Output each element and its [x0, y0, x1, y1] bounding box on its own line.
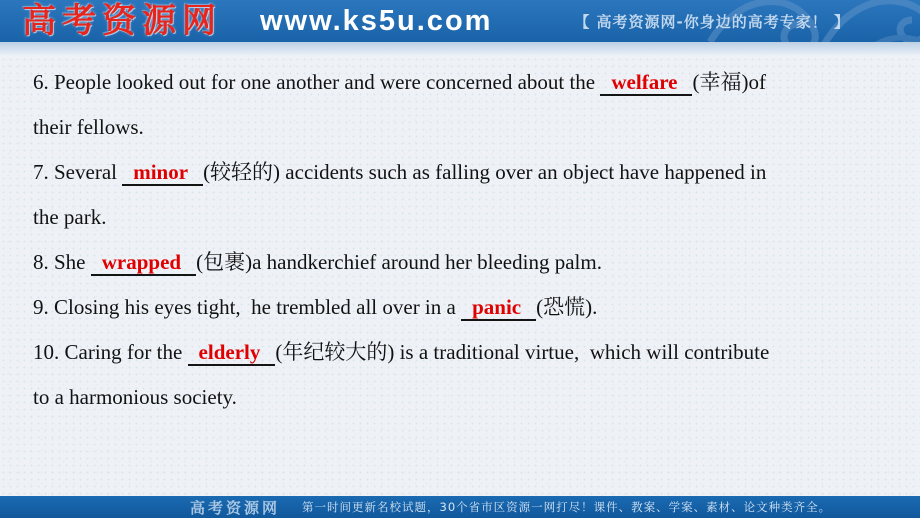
- sentence-text: (较轻的) accidents such as falling over an object have happened in: [203, 160, 767, 184]
- sentence-text: their fellows.: [33, 115, 144, 139]
- answer-blank: wrapped: [91, 250, 196, 276]
- sentence-text: to a harmonious society.: [33, 385, 237, 409]
- site-logo: 高考资源网: [22, 1, 222, 41]
- site-url: www.ks5u.com: [260, 4, 493, 37]
- sentence-text: 7. Several: [33, 160, 123, 184]
- sentence-text: (幸福)of: [692, 70, 766, 94]
- sentence-text: (包裹)a handkerchief around her bleeding palm.: [196, 250, 602, 274]
- sentence-line: [33, 330, 891, 375]
- answer-blank: panic: [461, 295, 536, 321]
- answer-blank: minor: [122, 160, 203, 186]
- site-tagline: 【 高考资源网-你身边的高考专家！ 】: [574, 12, 850, 31]
- sentence-line: [33, 150, 891, 195]
- sentence-text: (年纪较大的) is a traditional virtue, which will contribute: [275, 340, 770, 364]
- sentence-text: 10. Caring for the: [33, 340, 188, 364]
- footer-site-logo: 高考资源网: [190, 498, 281, 517]
- sentence-text: 6. People looked out for one another and were concerned about the: [33, 70, 601, 94]
- sentence-line: [33, 240, 891, 285]
- sentence-line: [33, 285, 891, 330]
- header-strip: [0, 42, 920, 55]
- sentence-line: [33, 195, 891, 240]
- sentence-line: [33, 60, 891, 105]
- sentence-text: 9. Closing his eyes tight, he trembled all over in a: [33, 295, 462, 319]
- sentence-text: the park.: [33, 205, 107, 229]
- answer-blank: elderly: [188, 340, 276, 366]
- sentence-line: [33, 375, 891, 420]
- sentence-text: (恐慌).: [536, 295, 598, 319]
- header-banner: [0, 0, 920, 42]
- sentence-text: 8. She: [33, 250, 91, 274]
- footer-slogan: 第一时间更新名校试题，30个省市区资源一网打尽！课件、教案、学案、素材、论文种类齐全。: [302, 500, 832, 514]
- slide-content: [33, 60, 891, 420]
- sentence-line: [33, 105, 891, 150]
- sentence-lines: [33, 60, 891, 420]
- footer-banner: [0, 496, 920, 518]
- answer-blank: welfare: [600, 70, 692, 96]
